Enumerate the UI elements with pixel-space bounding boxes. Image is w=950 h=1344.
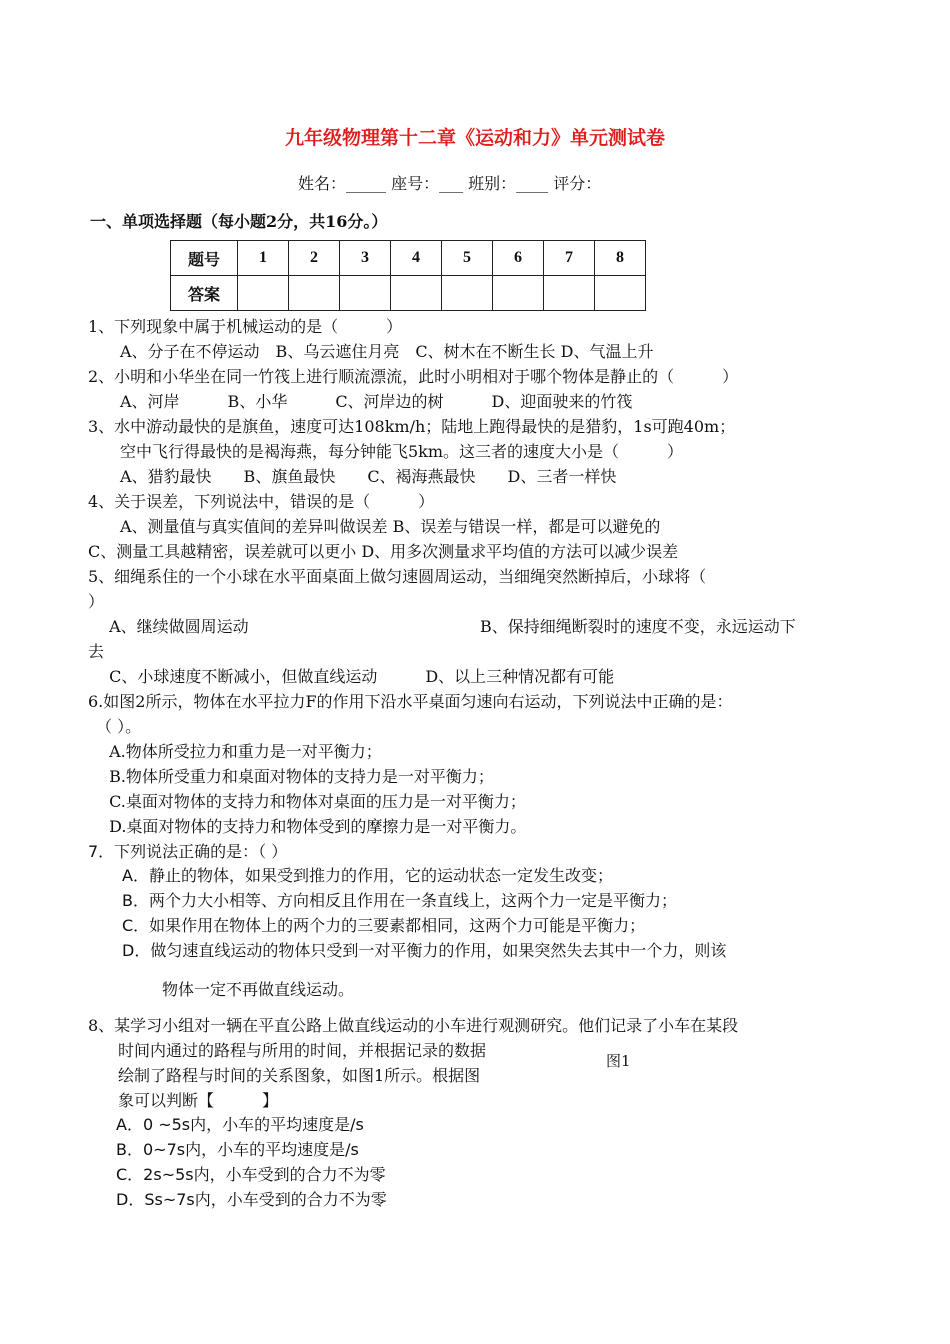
- question-2: 2、小明和小华坐在同一竹筏上进行顺流漂流，此时小明相对于哪个物体是静止的（ ）: [88, 367, 739, 386]
- section-heading: 一、单项选择题（每小题2分，共16分。）: [90, 212, 388, 231]
- question-5-option-a: A、继续做圆周运动: [88, 617, 249, 636]
- question-5-options-cd: C、小球速度不断减小，但做直线运动 D、以上三种情况都有可能: [88, 667, 615, 686]
- question-7: 7．下列说法正确的是：（ ）: [88, 842, 288, 861]
- question-8: 8、某学习小组对一辆在平直公路上做直线运动的小车进行观测研究。他们记录了小车在某段: [88, 1016, 739, 1035]
- question-3-continued: 空中飞行得最快的是褐海燕，每分钟能飞5km。这三者的速度大小是（ ）: [88, 442, 684, 461]
- answer-cell[interactable]: [544, 276, 595, 311]
- question-6-option-b: B.物体所受重力和桌面对物体的支持力是一对平衡力；: [88, 767, 494, 786]
- answer-cell[interactable]: [442, 276, 493, 311]
- question-6-option-a: A.物体所受拉力和重力是一对平衡力；: [88, 742, 382, 761]
- question-8-line3: 绘制了路程与时间的关系图象，如图1所示。根据图: [118, 1066, 481, 1085]
- question-8-option-a: A．0 ~5s内，小车的平均速度是/s: [116, 1115, 364, 1134]
- question-8-option-c: C．2s~5s内，小车受到的合力不为零: [116, 1165, 386, 1184]
- question-6-option-d: D.桌面对物体的支持力和物体受到的摩擦力是一对平衡力。: [88, 817, 527, 836]
- figure-caption: 图1: [606, 1052, 631, 1070]
- question-7-option-d-wrap: 物体一定不再做直线运动。: [162, 980, 355, 999]
- question-8-line4: 象可以判断【 】: [118, 1091, 279, 1110]
- question-1-options: A、分子在不停运动 B、乌云遮住月亮 C、树木在不断生长 D、气温上升: [88, 342, 654, 361]
- table-cell: 1: [238, 241, 289, 276]
- question-6-option-c: C.桌面对物体的支持力和物体对桌面的压力是一对平衡力；: [88, 792, 526, 811]
- question-3-options: A、猎豹最快 B、旗鱼最快 C、褐海燕最快 D、三者一样快: [88, 467, 617, 486]
- question-7-option-d: D．做匀速直线运动的物体只受到一对平衡力的作用，如果突然失去其中一个力，则该: [122, 941, 727, 960]
- question-5-option-b: B、保持细绳断裂时的速度不变，永远运动下: [480, 617, 796, 636]
- student-info-line: 姓名：_____ 座号：___ 班别：____ 评分：: [298, 174, 602, 193]
- question-6: 6.如图2所示，物体在水平拉力F的作用下沿水平桌面匀速向右运动，下列说法中正确的是：: [88, 692, 733, 711]
- question-3: 3、水中游动最快的是旗鱼，速度可达108km/h；陆地上跑得最快的是猎豹，1s可跑40m；: [88, 417, 736, 436]
- table-cell: 7: [544, 241, 595, 276]
- answer-table: [170, 240, 646, 311]
- question-4-options-ab: A、测量值与真实值间的差异叫做误差 B、误差与错误一样，都是可以避免的: [88, 517, 661, 536]
- table-cell: 答案: [171, 276, 238, 311]
- question-8-line2: 时间内通过的路程与所用的时间，并根据记录的数据: [118, 1041, 487, 1060]
- answer-cell[interactable]: [238, 276, 289, 311]
- question-1: 1、下列现象中属于机械运动的是（ ）: [88, 317, 403, 336]
- question-6-paren: （ ）。: [88, 717, 142, 736]
- answer-cell[interactable]: [289, 276, 340, 311]
- table-cell: 3: [340, 241, 391, 276]
- question-7-option-a: A．静止的物体，如果受到推力的作用，它的运动状态一定发生改变；: [122, 866, 613, 885]
- question-8-option-d: D．Ss~7s内，小车受到的合力不为零: [116, 1190, 387, 1209]
- question-5: 5、细绳系住的一个小球在水平面桌面上做匀速圆周运动，当细绳突然断掉后，小球将（: [88, 567, 707, 586]
- table-cell: 6: [493, 241, 544, 276]
- question-8-option-b: B．0~7s内，小车的平均速度是/s: [116, 1140, 359, 1159]
- table-row: [171, 241, 646, 276]
- answer-cell[interactable]: [340, 276, 391, 311]
- table-cell: 5: [442, 241, 493, 276]
- question-4: 4、关于误差，下列说法中，错误的是（ ）: [88, 492, 435, 511]
- question-5-option-b-wrap: 去: [88, 642, 105, 661]
- page-title: 九年级物理第十二章《运动和力》单元测试卷: [284, 127, 665, 149]
- answer-cell[interactable]: [595, 276, 646, 311]
- question-7-option-b: B．两个力大小相等、方向相反且作用在一条直线上，这两个力一定是平衡力；: [122, 891, 677, 910]
- table-cell: 4: [391, 241, 442, 276]
- table-cell: 2: [289, 241, 340, 276]
- table-cell: 题号: [171, 241, 238, 276]
- table-cell: 8: [595, 241, 646, 276]
- question-7-option-c: C．如果作用在物体上的两个力的三要素都相同，这两个力可能是平衡力；: [122, 916, 646, 935]
- answer-cell[interactable]: [391, 276, 442, 311]
- question-5-paren: ）: [88, 592, 105, 611]
- answer-cell[interactable]: [493, 276, 544, 311]
- question-2-options: A、河岸 B、小华 C、河岸边的树 D、迎面驶来的竹筏: [88, 392, 633, 411]
- table-row: [171, 276, 646, 311]
- question-4-options-cd: C、测量工具越精密，误差就可以更小 D、用多次测量求平均值的方法可以减少误差: [88, 542, 679, 561]
